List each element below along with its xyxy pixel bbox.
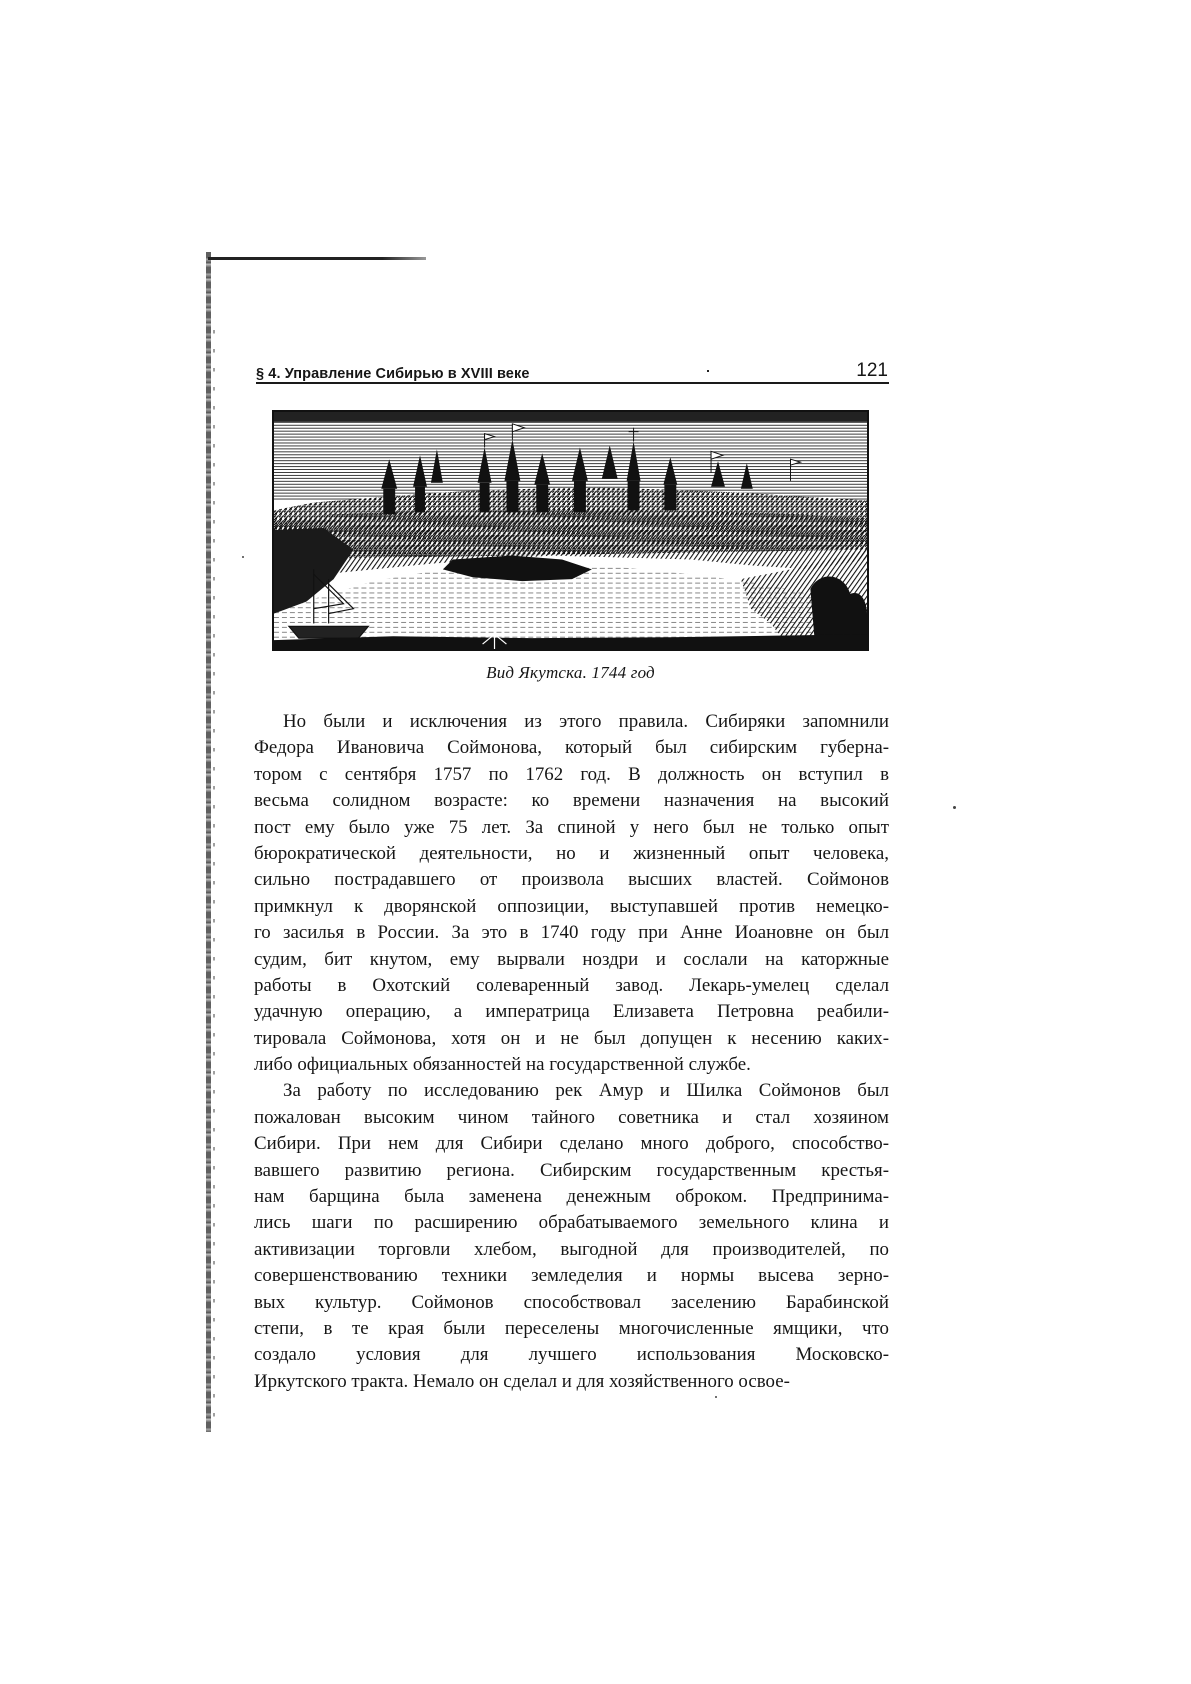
text-line: активизации торговли хлебом, выгодной для производителей, по: [254, 1238, 889, 1260]
text-line: Сибири. При нем для Сибири сделано много доброго, способство-: [254, 1133, 889, 1155]
section-title: § 4. Управление Сибирью в XVIII веке: [256, 366, 530, 382]
page-number: 121: [856, 360, 888, 381]
text-line: бюрократической деятельности, но и жизненный опыт человека,: [254, 842, 889, 864]
scan-speck: [953, 806, 956, 809]
text-line: совершенствованию техники земледелия и нормы высева зерно-: [254, 1265, 889, 1287]
scan-binding-shadow: [213, 330, 215, 1430]
text-line: тировала Соймонова, хотя он и не был допущен к несению каких-: [254, 1027, 889, 1049]
scan-speck: [715, 1396, 717, 1398]
text-line: тором с сентября 1757 по 1762 год. В должность он вступил в: [254, 763, 889, 785]
text-line: пост ему было уже 75 лет. За спиной у него был не только опыт: [254, 816, 889, 838]
figure-caption: Вид Якутска. 1744 год: [486, 663, 655, 682]
text-line: Федора Ивановича Соймонова, который был сибирским губерна-: [254, 737, 889, 759]
text-line: весьма солидном возрасте: ко времени назначения на высокий: [254, 790, 889, 812]
text-line: вавшего развитию региона. Сибирским государственным крестья-: [254, 1159, 889, 1181]
text-line: либо официальных обязанностей на государственной службе.: [254, 1054, 751, 1076]
text-line: судим, бит кнутом, ему вырвали ноздри и сослали на каторжные: [254, 948, 889, 970]
header-dot: [707, 370, 709, 372]
text-line: го засилья в России. За это в 1740 году при Анне Иоановне он был: [254, 922, 889, 944]
running-header: [256, 356, 888, 382]
header-rule: [256, 382, 889, 384]
text-line: удачную операцию, а императрица Елизавета Петровна реабили-: [254, 1001, 889, 1023]
text-line: пожалован высоким чином тайного советника и стал хозяином: [254, 1106, 889, 1128]
text-line: примкнул к дворянской оппозиции, выступавшей против немецко-: [254, 895, 889, 917]
body-text: [254, 709, 889, 1395]
text-line: сильно пострадавшего от произвола высших властей. Соймонов: [254, 869, 889, 891]
scan-top-rule: [208, 257, 426, 260]
text-line: За работу по исследованию рек Амур и Шилка Соймонов был: [283, 1080, 889, 1102]
engraving-illustration: [274, 412, 867, 649]
text-line: вых культур. Соймонов способствовал заселению Барабинской: [254, 1291, 889, 1313]
scan-binding-edge: [206, 252, 211, 1432]
text-line: работы в Охотский солеваренный завод. Лекарь-умелец сделал: [254, 974, 889, 996]
text-line: Иркутского тракта. Немало он сделал и для хозяйственного освое-: [254, 1370, 790, 1392]
text-line: создало условия для лучшего использования Московско-: [254, 1344, 889, 1366]
yakutsk-engraving: [272, 410, 869, 651]
text-line: Но были и исключения из этого правила. Сибиряки запомнили: [283, 711, 889, 732]
text-line: степи, в те края были переселены многочисленные ямщики, что: [254, 1317, 889, 1339]
text-line: лись шаги по расширению обрабатываемого земельного клина и: [254, 1212, 889, 1234]
scan-speck: [242, 556, 244, 558]
text-line: нам барщина была заменена денежным оброком. Предпринима-: [254, 1186, 889, 1208]
